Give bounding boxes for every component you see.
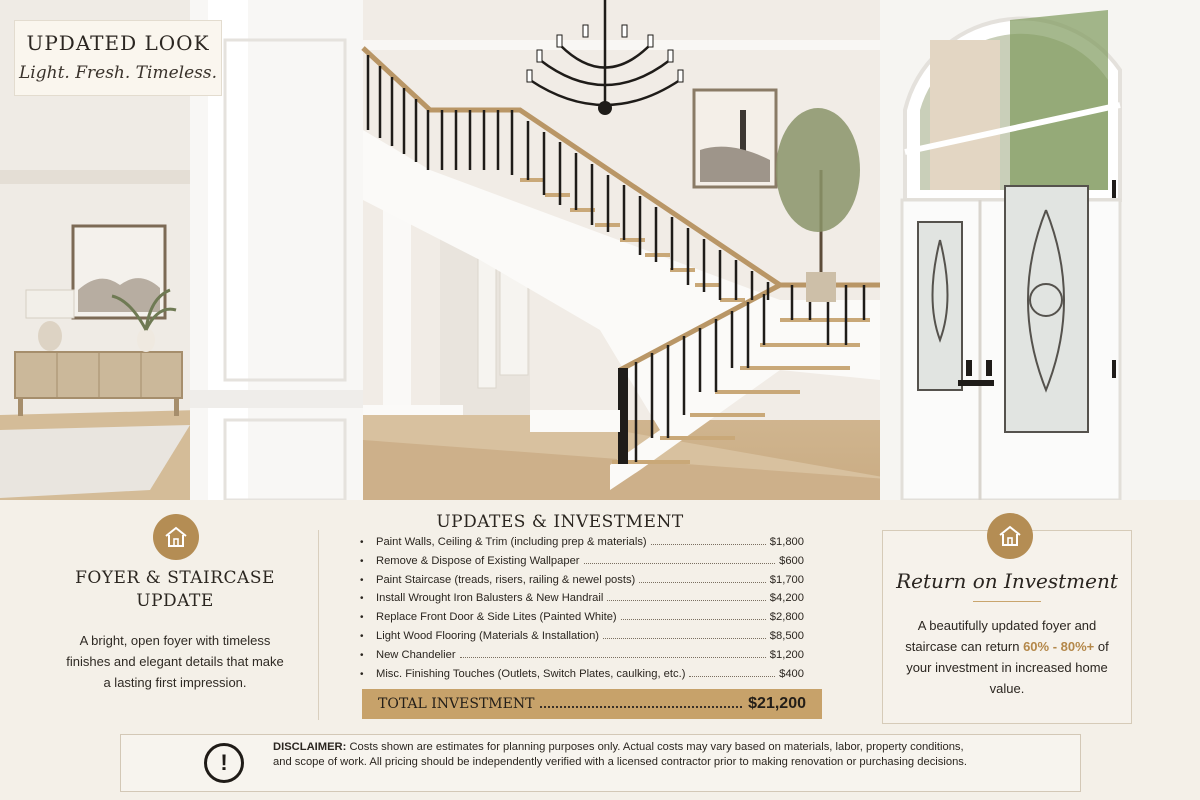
exclamation-icon: ! xyxy=(204,743,244,783)
roi-text xyxy=(903,615,1111,699)
item-label: Paint Walls, Ceiling & Trim (including prep & materials) xyxy=(376,536,647,548)
total-value: $21,200 xyxy=(748,695,806,712)
item-price: $4,200 xyxy=(769,592,804,605)
info-panel xyxy=(0,500,1200,800)
title-headline: UPDATED LOOK xyxy=(26,31,210,55)
list-item: • Replace Front Door & Side Lites (Painted White) $2,800 xyxy=(360,611,804,624)
list-item: • Light Wood Flooring (Materials & Installation) $8,500 xyxy=(360,629,804,642)
roi-title: Return on Investment xyxy=(896,569,1118,593)
item-price: $8,500 xyxy=(769,629,804,642)
item-price: $2,800 xyxy=(769,611,804,624)
house-icon xyxy=(987,513,1033,559)
item-price: $600 xyxy=(779,554,804,567)
disclaimer-label: DISCLAIMER: xyxy=(273,741,347,753)
item-label: Light Wood Flooring (Materials & Installation) xyxy=(376,629,600,642)
item-price: $1,800 xyxy=(769,536,804,548)
list-item: • Paint Walls, Ceiling & Trim (including prep & materials) $1,800 xyxy=(360,536,804,548)
title-tagline: Light. Fresh. Timeless. xyxy=(19,63,217,83)
list-item: • Install Wrought Iron Balusters & New Handrail $4,200 xyxy=(360,592,804,605)
total-investment-bar xyxy=(362,689,822,719)
project-description: A bright, open foyer with timeless finishes and elegant details that make a lasting first impression. xyxy=(66,633,284,690)
list-item: • Remove & Dispose of Existing Wallpaper $600 xyxy=(360,554,804,567)
item-price: $1,700 xyxy=(769,573,804,586)
item-label: Misc. Finishing Touches (Outlets, Switch Plates, caulking, etc.) xyxy=(376,667,686,680)
title-card xyxy=(14,20,222,96)
roi-highlight: 60% - 80%+ xyxy=(1023,639,1095,654)
house-icon xyxy=(153,514,199,560)
item-label: New Chandelier xyxy=(376,648,456,661)
roi-box xyxy=(882,530,1132,724)
project-title-line2: UPDATE xyxy=(136,591,214,611)
disclaimer-text xyxy=(273,740,973,770)
updates-list xyxy=(360,536,804,686)
project-title xyxy=(50,567,300,613)
divider xyxy=(318,530,319,720)
item-label: Install Wrought Iron Balusters & New Handrail xyxy=(376,592,604,605)
item-price: $400 xyxy=(779,667,804,680)
item-price: $1,200 xyxy=(769,648,804,661)
roi-text-after: of your investment in increased home value. xyxy=(906,639,1109,696)
roi-divider xyxy=(973,601,1041,602)
disclaimer-body: Costs shown are estimates for planning purposes only. Actual costs may vary based on materials, labor, property conditions, and scope of work. All pricing should be independently verified with a licensed contractor prior to making renovation or purchasing decisions. xyxy=(273,741,968,768)
project-title-line1: FOYER & STAIRCASE xyxy=(75,568,275,588)
roi-text-before: A beautifully updated foyer and staircase can return xyxy=(905,618,1097,654)
list-item: • Paint Staircase (treads, risers, railing & newel posts) $1,700 xyxy=(360,573,804,586)
list-item: • New Chandelier $1,200 xyxy=(360,648,804,661)
item-label: Replace Front Door & Side Lites (Painted White) xyxy=(376,611,617,624)
list-item: • Misc. Finishing Touches (Outlets, Switch Plates, caulking, etc.) $400 xyxy=(360,667,804,680)
updates-heading: UPDATES & INVESTMENT xyxy=(436,512,684,532)
item-label: Paint Staircase (treads, risers, railing & newel posts) xyxy=(376,573,636,586)
item-label: Remove & Dispose of Existing Wallpaper xyxy=(376,554,580,567)
disclaimer-box xyxy=(120,734,1081,792)
total-label: TOTAL INVESTMENT xyxy=(378,696,535,712)
